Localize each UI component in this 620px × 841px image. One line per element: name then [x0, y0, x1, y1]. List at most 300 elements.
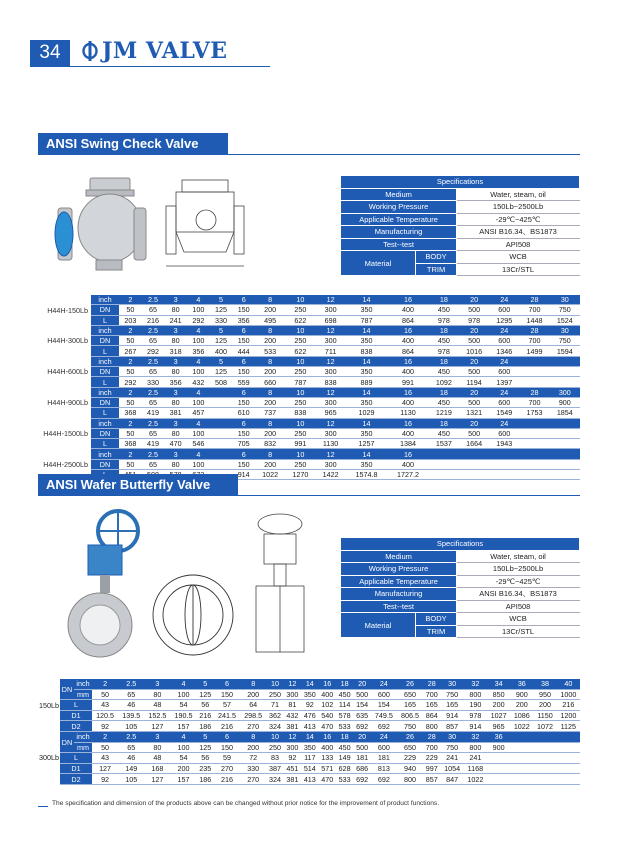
- table-cell: 24: [489, 387, 519, 397]
- table-cell: 705: [232, 439, 255, 449]
- table-cell: 387: [266, 763, 283, 774]
- table-cell: 419: [142, 408, 165, 418]
- table-cell: 65: [142, 336, 165, 346]
- row-key: DN: [91, 367, 119, 377]
- table-cell: 298.5: [240, 710, 266, 721]
- table-cell: 80: [164, 336, 187, 346]
- table-cell: [557, 742, 580, 753]
- table-cell: 12: [315, 449, 345, 459]
- table-cell: 400: [387, 305, 429, 315]
- table-cell: [550, 367, 580, 377]
- table-cell: 65: [142, 367, 165, 377]
- table-cell: 72: [240, 753, 266, 764]
- table-cell: [489, 470, 519, 480]
- table-cell: 413: [301, 721, 318, 732]
- table-cell: 838: [315, 377, 345, 387]
- table-cell: 190.5: [170, 710, 196, 721]
- table-cell: 700: [519, 397, 549, 407]
- spec-label: Working Pressure: [341, 563, 457, 576]
- table-cell: 4: [170, 679, 196, 689]
- table-cell: 450: [429, 367, 459, 377]
- table-cell: 2: [119, 356, 142, 366]
- table-cell: [489, 459, 519, 469]
- table-cell: 50: [92, 742, 118, 753]
- table-cell: 400: [319, 742, 336, 753]
- table-cell: 43: [92, 700, 118, 711]
- table-cell: 600: [489, 305, 519, 315]
- table-cell: 914: [441, 710, 464, 721]
- table-cell: 165: [397, 700, 423, 711]
- row-key: inch: [91, 325, 119, 335]
- table-cell: 1727.2: [387, 470, 429, 480]
- table-cell: 20: [459, 418, 489, 428]
- table-cell: 1130: [315, 439, 345, 449]
- model-label: [38, 387, 91, 418]
- table-cell: 356: [232, 315, 255, 325]
- spec-value: WCB: [457, 251, 580, 264]
- page-number: 34: [30, 40, 70, 66]
- table-cell: 832: [255, 439, 285, 449]
- table-cell: 300: [550, 387, 580, 397]
- table-cell: 200: [170, 763, 196, 774]
- table-cell: [519, 470, 549, 480]
- table-cell: 65: [118, 742, 144, 753]
- table-cell: 457: [187, 408, 210, 418]
- spec-label: Medium: [341, 188, 457, 201]
- table-cell: 6: [232, 356, 255, 366]
- table-cell: 16: [387, 356, 429, 366]
- table-cell: 628: [336, 763, 353, 774]
- table-cell: 850: [487, 689, 510, 700]
- table-cell: 20: [459, 295, 489, 305]
- table-cell: 940: [397, 763, 423, 774]
- spec-value: 150Lb~2500Lb: [457, 201, 580, 214]
- table-cell: 10: [285, 387, 315, 397]
- table-cell: 4: [170, 731, 196, 742]
- table-cell: 200: [255, 428, 285, 438]
- table-cell: 533: [336, 774, 353, 785]
- table-cell: 991: [387, 377, 429, 387]
- table-cell: 991: [285, 439, 315, 449]
- table-cell: 216: [557, 700, 580, 711]
- table-cell: 8: [255, 449, 285, 459]
- table-cell: [510, 731, 533, 742]
- table-cell: 330: [210, 315, 233, 325]
- table-cell: 1125: [557, 721, 580, 732]
- table-cell: 1219: [429, 408, 459, 418]
- table-cell: 150: [232, 336, 255, 346]
- table-cell: 2: [119, 387, 142, 397]
- table-cell: 4: [187, 325, 210, 335]
- footnote-rule: [38, 806, 48, 807]
- model-name: H44H-150Lb: [47, 305, 88, 315]
- table-cell: 20: [459, 356, 489, 366]
- table-cell: 800: [464, 742, 487, 753]
- table-cell: 400: [210, 346, 233, 356]
- table-cell: 14: [346, 449, 388, 459]
- table-cell: 65: [142, 397, 165, 407]
- table-cell: 3: [144, 731, 170, 742]
- table-cell: 100: [187, 336, 210, 346]
- table-cell: [489, 449, 519, 459]
- table-cell: 500: [459, 428, 489, 438]
- table-cell: 20: [459, 387, 489, 397]
- table-cell: 241.5: [214, 710, 240, 721]
- table-cell: 24: [371, 731, 397, 742]
- table-cell: 28: [423, 679, 440, 689]
- table-cell: 241: [164, 315, 187, 325]
- table-cell: 400: [387, 336, 429, 346]
- table-cell: [519, 377, 549, 387]
- spec-label: Applicable Temperature: [341, 575, 457, 588]
- table-cell: 56: [197, 753, 214, 764]
- table-cell: 5: [210, 295, 233, 305]
- table-cell: [550, 439, 580, 449]
- table-cell: 28: [519, 325, 549, 335]
- table-cell: 14: [301, 679, 318, 689]
- table-cell: 350: [346, 336, 388, 346]
- table-cell: 400: [319, 689, 336, 700]
- table-cell: 32: [464, 679, 487, 689]
- table-cell: [210, 408, 233, 418]
- table-cell: 50: [92, 689, 118, 700]
- spec-label: Manufacturing: [341, 226, 457, 239]
- table-cell: 229: [423, 753, 440, 764]
- table-cell: 292: [119, 377, 142, 387]
- table-cell: 1130: [387, 408, 429, 418]
- table-cell: 200: [255, 459, 285, 469]
- table-cell: 150: [232, 397, 255, 407]
- table-cell: [210, 397, 233, 407]
- table-cell: [519, 418, 549, 428]
- table-cell: 57: [214, 700, 240, 711]
- table-cell: 800: [464, 689, 487, 700]
- table-cell: 203: [119, 315, 142, 325]
- row-key: L: [91, 315, 119, 325]
- table-cell: 650: [397, 689, 423, 700]
- table-cell: 16: [387, 387, 429, 397]
- table-cell: 914: [464, 721, 487, 732]
- table-cell: 600: [489, 336, 519, 346]
- table-cell: 3: [164, 295, 187, 305]
- table-cell: 1000: [557, 689, 580, 700]
- table-cell: [550, 418, 580, 428]
- table-cell: [510, 753, 533, 764]
- table-cell: 150: [232, 367, 255, 377]
- table-cell: 26: [397, 731, 423, 742]
- table-cell: 14: [346, 418, 388, 428]
- table-cell: 324: [266, 774, 283, 785]
- table-cell: 444: [232, 346, 255, 356]
- table-cell: 1448: [519, 315, 549, 325]
- model-name: H44H-300Lb: [47, 336, 88, 346]
- table-cell: 500: [353, 742, 370, 753]
- table-cell: 18: [429, 325, 459, 335]
- table-cell: 324: [266, 721, 283, 732]
- table-cell: 100: [170, 689, 196, 700]
- table-cell: [519, 449, 549, 459]
- row-key: DN: [91, 428, 119, 438]
- table-cell: 400: [387, 459, 429, 469]
- table-cell: 3: [164, 418, 187, 428]
- table-cell: 700: [519, 336, 549, 346]
- table-cell: [550, 428, 580, 438]
- table-cell: 686: [353, 763, 370, 774]
- table-cell: 1321: [459, 408, 489, 418]
- table-cell: [210, 439, 233, 449]
- table-cell: 16: [319, 679, 336, 689]
- row-key: L: [60, 753, 92, 764]
- table-cell: [487, 753, 510, 764]
- spec-label: Applicable Temperature: [341, 213, 457, 226]
- swing-check-valve-photo: [52, 170, 152, 285]
- table-cell: 48: [144, 753, 170, 764]
- table-cell: 749.5: [371, 710, 397, 721]
- table-cell: 559: [232, 377, 255, 387]
- table-cell: 12: [315, 356, 345, 366]
- section-underline: [38, 154, 580, 155]
- table-cell: 300: [315, 305, 345, 315]
- table-cell: 24: [371, 679, 397, 689]
- table-cell: 1027: [487, 710, 510, 721]
- table-cell: 2: [92, 679, 118, 689]
- table-cell: [533, 753, 556, 764]
- table-cell: 5: [210, 325, 233, 335]
- table-cell: 1664: [459, 439, 489, 449]
- table-cell: 1422: [315, 470, 345, 480]
- row-key: inch: [91, 449, 119, 459]
- table-cell: 692: [353, 721, 370, 732]
- table-cell: 80: [164, 367, 187, 377]
- table-cell: [533, 742, 556, 753]
- table-cell: 889: [346, 377, 388, 387]
- table-cell: 18: [336, 731, 353, 742]
- table-cell: 250: [266, 689, 283, 700]
- table-cell: 241: [464, 753, 487, 764]
- table-cell: [519, 459, 549, 469]
- table-cell: 571: [319, 763, 336, 774]
- table-cell: 54: [170, 753, 196, 764]
- table-cell: 10: [285, 418, 315, 428]
- table-cell: 1346: [489, 346, 519, 356]
- table-cell: 1524: [550, 315, 580, 325]
- table-cell: 350: [346, 459, 388, 469]
- table-cell: 857: [423, 774, 440, 785]
- spec-label: Manufacturing: [341, 588, 457, 601]
- table-cell: 300: [315, 336, 345, 346]
- table-cell: 165: [423, 700, 440, 711]
- butterfly-valve-photo: [60, 505, 140, 670]
- table-cell: 838: [346, 346, 388, 356]
- table-cell: [533, 731, 556, 742]
- spec-value: 150Lb~2500Lb: [457, 563, 580, 576]
- table-cell: 419: [142, 439, 165, 449]
- table-cell: 270: [240, 774, 266, 785]
- table-cell: 1029: [346, 408, 388, 418]
- table-cell: 80: [164, 459, 187, 469]
- table-cell: 500: [459, 397, 489, 407]
- table-cell: 806.5: [397, 710, 423, 721]
- table-cell: 381: [284, 774, 301, 785]
- table-cell: 381: [284, 721, 301, 732]
- table-cell: 2.5: [142, 449, 165, 459]
- table-cell: 1753: [519, 408, 549, 418]
- table-cell: 2.5: [142, 295, 165, 305]
- table-cell: 216: [214, 721, 240, 732]
- table-cell: 200: [240, 689, 266, 700]
- table-cell: 737: [255, 408, 285, 418]
- spec-label: Test--test: [341, 238, 457, 251]
- table-cell: 80: [144, 742, 170, 753]
- table-cell: 12: [315, 418, 345, 428]
- table-cell: 750: [441, 742, 464, 753]
- table-cell: 546: [187, 439, 210, 449]
- table-cell: 10: [266, 679, 283, 689]
- table-cell: 1295: [489, 315, 519, 325]
- table-cell: 92: [301, 700, 318, 711]
- table-cell: 92: [92, 774, 118, 785]
- spec-label: Working Pressure: [341, 201, 457, 214]
- table-cell: [459, 449, 489, 459]
- table-cell: 150: [232, 428, 255, 438]
- table-cell: 1016: [459, 346, 489, 356]
- spec-value: ANSI B16.34、BS1873: [457, 226, 580, 239]
- table-cell: 8: [255, 356, 285, 366]
- table-cell: 100: [187, 428, 210, 438]
- spec-value: API508: [457, 238, 580, 251]
- table-cell: 16: [387, 418, 429, 428]
- table-cell: 508: [210, 377, 233, 387]
- swing-check-valve-drawing: [162, 172, 252, 277]
- table-cell: [550, 449, 580, 459]
- table-cell: 6: [232, 418, 255, 428]
- table-cell: 813: [371, 763, 397, 774]
- row-key: DN: [91, 459, 119, 469]
- table-cell: 12: [284, 731, 301, 742]
- table-cell: 362: [266, 710, 283, 721]
- table-cell: 1022: [510, 721, 533, 732]
- table-cell: 30: [550, 295, 580, 305]
- table-cell: 470: [319, 721, 336, 732]
- table-cell: 100: [170, 742, 196, 753]
- table-cell: 450: [336, 742, 353, 753]
- table-cell: 117: [301, 753, 318, 764]
- table-cell: 150: [214, 742, 240, 753]
- table-cell: 6: [214, 731, 240, 742]
- table-cell: [429, 449, 459, 459]
- table-cell: 711: [315, 346, 345, 356]
- table-cell: 3: [164, 449, 187, 459]
- spec-table-swing-check: [340, 175, 580, 276]
- table-cell: 14: [346, 325, 388, 335]
- table-cell: 978: [464, 710, 487, 721]
- table-cell: 216: [142, 315, 165, 325]
- table-cell: 120.5: [92, 710, 118, 721]
- table-cell: 270: [214, 763, 240, 774]
- table-cell: 127: [144, 774, 170, 785]
- table-cell: 300: [284, 689, 301, 700]
- table-cell: 1549: [489, 408, 519, 418]
- row-key: L: [60, 700, 92, 711]
- table-cell: 635: [353, 710, 370, 721]
- model-name: H44H-600Lb: [47, 367, 88, 377]
- table-cell: 65: [142, 428, 165, 438]
- table-cell: 250: [285, 336, 315, 346]
- spec-value: Water, steam, oil: [457, 188, 580, 201]
- jm-logo-icon: [82, 41, 98, 67]
- table-cell: 149: [118, 763, 144, 774]
- table-cell: 65: [118, 689, 144, 700]
- table-cell: 692: [353, 774, 370, 785]
- table-cell: 149: [336, 753, 353, 764]
- table-cell: 114: [336, 700, 353, 711]
- table-cell: 350: [301, 689, 318, 700]
- table-cell: [519, 367, 549, 377]
- table-cell: 4: [187, 295, 210, 305]
- table-cell: 2: [119, 295, 142, 305]
- table-cell: 350: [346, 428, 388, 438]
- table-cell: [487, 774, 510, 785]
- spec-value: 13Cr/STL: [457, 263, 580, 276]
- section-underline: [38, 495, 580, 496]
- row-unit: mm: [74, 689, 92, 700]
- table-cell: 2.5: [142, 356, 165, 366]
- table-cell: 292: [142, 346, 165, 356]
- table-cell: 600: [371, 689, 397, 700]
- table-cell: 46: [118, 700, 144, 711]
- row-key: D1: [60, 710, 92, 721]
- table-cell: 24: [489, 418, 519, 428]
- dimension-table-swing-check: [38, 295, 580, 480]
- table-cell: 4: [187, 356, 210, 366]
- table-cell: 125: [210, 336, 233, 346]
- table-cell: [210, 418, 233, 428]
- spec-value: -29℃~425℃: [457, 575, 580, 588]
- table-cell: 125: [210, 305, 233, 315]
- table-cell: 80: [164, 428, 187, 438]
- table-cell: [510, 763, 533, 774]
- table-cell: 5: [197, 679, 214, 689]
- table-cell: 80: [164, 397, 187, 407]
- table-cell: 413: [301, 774, 318, 785]
- dn-group: DN: [60, 731, 74, 752]
- table-cell: 533: [255, 346, 285, 356]
- table-cell: [533, 763, 556, 774]
- table-cell: 32: [464, 731, 487, 742]
- table-cell: 50: [119, 397, 142, 407]
- table-cell: 50: [119, 336, 142, 346]
- table-cell: 18: [336, 679, 353, 689]
- table-cell: 622: [285, 315, 315, 325]
- header-rule: [30, 66, 270, 67]
- table-cell: [210, 449, 233, 459]
- table-cell: 34: [487, 679, 510, 689]
- table-cell: 168: [144, 763, 170, 774]
- table-cell: 900: [550, 397, 580, 407]
- table-cell: [459, 459, 489, 469]
- table-cell: 750: [397, 721, 423, 732]
- table-cell: 610: [232, 408, 255, 418]
- table-cell: 64: [240, 700, 266, 711]
- table-cell: 100: [187, 459, 210, 469]
- table-cell: [557, 763, 580, 774]
- table-cell: [210, 459, 233, 469]
- table-cell: 950: [533, 689, 556, 700]
- table-cell: 139.5: [118, 710, 144, 721]
- spec-label: Test--test: [341, 600, 457, 613]
- table-cell: 3: [144, 679, 170, 689]
- table-cell: 181: [353, 753, 370, 764]
